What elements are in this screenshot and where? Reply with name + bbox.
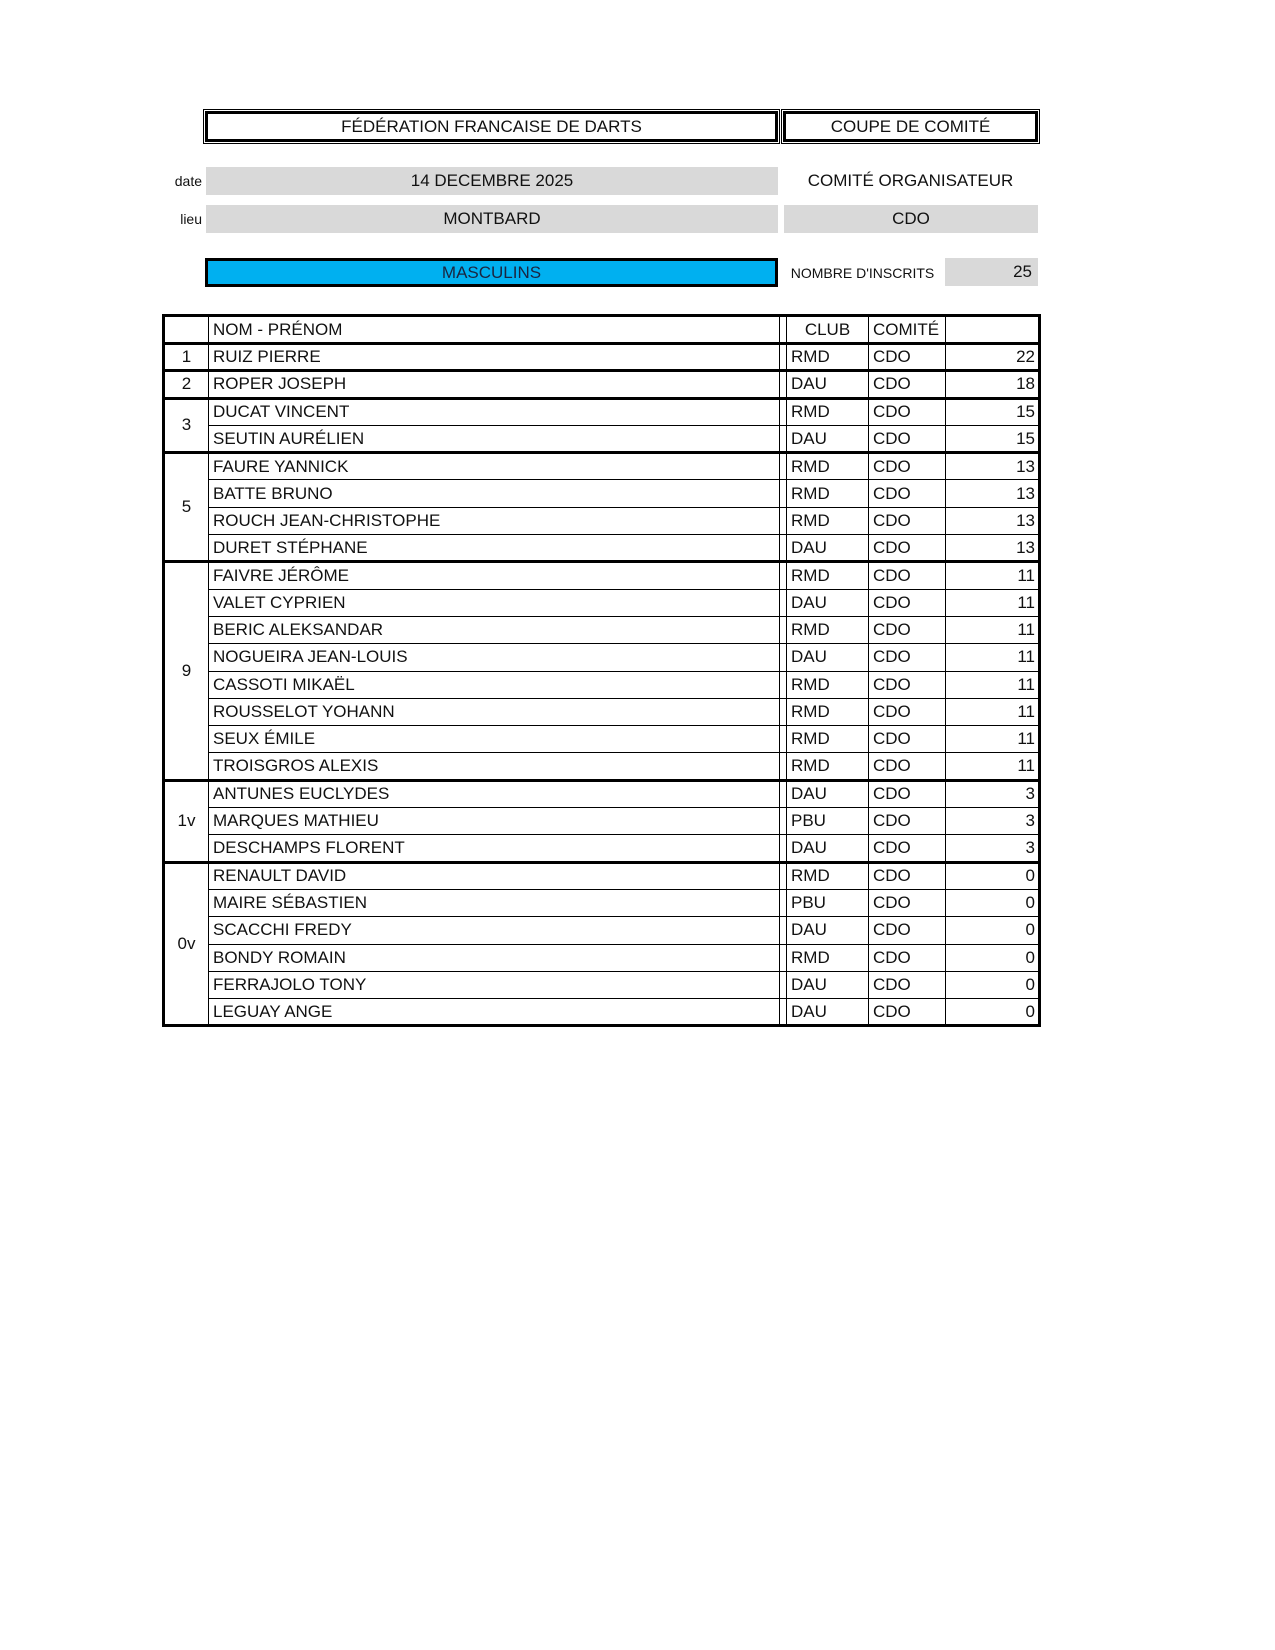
column-separator — [780, 698, 787, 725]
player-comite: CDO — [869, 616, 946, 643]
player-name: NOGUEIRA JEAN-LOUIS — [209, 644, 780, 671]
player-club: DAU — [787, 835, 869, 862]
lieu-value: MONTBARD — [206, 205, 778, 233]
player-name: DUCAT VINCENT — [209, 398, 780, 425]
player-name: SEUTIN AURÉLIEN — [209, 425, 780, 452]
rank-cell: 1 — [164, 344, 209, 371]
column-separator — [780, 917, 787, 944]
player-score: 11 — [946, 589, 1040, 616]
player-comite: CDO — [869, 753, 946, 780]
player-club: DAU — [787, 371, 869, 398]
table-row — [164, 535, 1040, 562]
player-name: FAIVRE JÉRÔME — [209, 562, 780, 589]
header-club: CLUB — [787, 316, 869, 344]
category-banner: MASCULINS — [205, 258, 778, 287]
player-comite: CDO — [869, 698, 946, 725]
player-name: BERIC ALEKSANDAR — [209, 616, 780, 643]
player-score: 11 — [946, 562, 1040, 589]
column-separator — [780, 835, 787, 862]
player-comite: CDO — [869, 644, 946, 671]
player-name: FAURE YANNICK — [209, 453, 780, 480]
player-club: RMD — [787, 698, 869, 725]
table-row — [164, 480, 1040, 507]
date-label: date — [174, 173, 202, 189]
player-score: 0 — [946, 971, 1040, 998]
player-name: DESCHAMPS FLORENT — [209, 835, 780, 862]
player-comite: CDO — [869, 862, 946, 889]
player-comite: CDO — [869, 671, 946, 698]
player-comite: CDO — [869, 535, 946, 562]
player-club: RMD — [787, 480, 869, 507]
column-separator — [780, 535, 787, 562]
player-name: ANTUNES EUCLYDES — [209, 780, 780, 807]
column-separator — [780, 726, 787, 753]
rank-cell: 5 — [164, 453, 209, 562]
player-comite: CDO — [869, 944, 946, 971]
player-comite: CDO — [869, 589, 946, 616]
player-club: DAU — [787, 535, 869, 562]
player-name: VALET CYPRIEN — [209, 589, 780, 616]
player-score: 18 — [946, 371, 1040, 398]
column-separator — [780, 371, 787, 398]
table-row — [164, 862, 1040, 889]
player-name: ROUCH JEAN-CHRISTOPHE — [209, 507, 780, 534]
player-score: 11 — [946, 616, 1040, 643]
table-row — [164, 917, 1040, 944]
player-score: 15 — [946, 398, 1040, 425]
player-score: 11 — [946, 671, 1040, 698]
column-separator — [780, 453, 787, 480]
player-comite: CDO — [869, 808, 946, 835]
column-separator — [780, 944, 787, 971]
column-separator — [780, 316, 787, 344]
player-comite: CDO — [869, 889, 946, 916]
player-name: ROPER JOSEPH — [209, 371, 780, 398]
player-comite: CDO — [869, 425, 946, 452]
header-rank — [164, 316, 209, 344]
player-club: DAU — [787, 589, 869, 616]
player-comite: CDO — [869, 480, 946, 507]
player-score: 11 — [946, 726, 1040, 753]
table-row — [164, 889, 1040, 916]
player-score: 13 — [946, 453, 1040, 480]
player-score: 15 — [946, 425, 1040, 452]
player-score: 3 — [946, 780, 1040, 807]
table-row — [164, 726, 1040, 753]
header-name: NOM - PRÉNOM — [209, 316, 780, 344]
rank-cell: 1v — [164, 780, 209, 862]
player-score: 0 — [946, 944, 1040, 971]
player-club: DAU — [787, 780, 869, 807]
player-club: RMD — [787, 398, 869, 425]
player-name: MAIRE SÉBASTIEN — [209, 889, 780, 916]
player-score: 0 — [946, 889, 1040, 916]
organizer-label: COMITÉ ORGANISATEUR — [807, 171, 1014, 190]
table-row — [164, 589, 1040, 616]
player-name: CASSOTI MIKAËL — [209, 671, 780, 698]
player-name: LEGUAY ANGE — [209, 999, 780, 1026]
player-score: 0 — [946, 862, 1040, 889]
table-row — [164, 971, 1040, 998]
player-name: SEUX ÉMILE — [209, 726, 780, 753]
table-row — [164, 371, 1040, 398]
player-club: DAU — [787, 644, 869, 671]
player-club: RMD — [787, 616, 869, 643]
player-comite: CDO — [869, 917, 946, 944]
inscrits-count: 25 — [945, 258, 1038, 286]
player-comite: CDO — [869, 344, 946, 371]
federation-title: FÉDÉRATION FRANCAISE DE DARTS — [205, 111, 778, 142]
player-score: 13 — [946, 535, 1040, 562]
player-name: DURET STÉPHANE — [209, 535, 780, 562]
player-club: PBU — [787, 889, 869, 916]
competition-title: COUPE DE COMITÉ — [783, 111, 1038, 142]
player-name: FERRAJOLO TONY — [209, 971, 780, 998]
organizer-value: CDO — [784, 205, 1038, 233]
header-comite: COMITÉ — [869, 316, 946, 344]
player-comite: CDO — [869, 726, 946, 753]
player-score: 0 — [946, 999, 1040, 1026]
table-row — [164, 753, 1040, 780]
table-row — [164, 398, 1040, 425]
player-name: SCACCHI FREDY — [209, 917, 780, 944]
column-separator — [780, 644, 787, 671]
player-club: RMD — [787, 507, 869, 534]
lieu-label: lieu — [180, 211, 202, 227]
player-club: RMD — [787, 562, 869, 589]
table-row — [164, 644, 1040, 671]
table-row — [164, 780, 1040, 807]
column-separator — [780, 671, 787, 698]
column-separator — [780, 889, 787, 916]
player-name: BONDY ROMAIN — [209, 944, 780, 971]
player-score: 11 — [946, 644, 1040, 671]
player-comite: CDO — [869, 453, 946, 480]
player-comite: CDO — [869, 507, 946, 534]
column-separator — [780, 753, 787, 780]
player-club: RMD — [787, 753, 869, 780]
player-comite: CDO — [869, 562, 946, 589]
player-score: 11 — [946, 753, 1040, 780]
player-name: RENAULT DAVID — [209, 862, 780, 889]
table-row — [164, 344, 1040, 371]
table-header-row — [164, 316, 1040, 344]
table-row — [164, 698, 1040, 725]
player-name: ROUSSELOT YOHANN — [209, 698, 780, 725]
column-separator — [780, 507, 787, 534]
column-separator — [780, 344, 787, 371]
column-separator — [780, 971, 787, 998]
table-row — [164, 999, 1040, 1026]
player-club: RMD — [787, 344, 869, 371]
player-club: DAU — [787, 971, 869, 998]
player-score: 13 — [946, 480, 1040, 507]
results-table — [162, 314, 1041, 1027]
player-score: 0 — [946, 917, 1040, 944]
table-row — [164, 671, 1040, 698]
player-club: RMD — [787, 726, 869, 753]
column-separator — [780, 398, 787, 425]
player-club: RMD — [787, 453, 869, 480]
player-club: DAU — [787, 425, 869, 452]
player-comite: CDO — [869, 371, 946, 398]
player-name: TROISGROS ALEXIS — [209, 753, 780, 780]
player-club: RMD — [787, 944, 869, 971]
player-name: RUIZ PIERRE — [209, 344, 780, 371]
player-club: RMD — [787, 862, 869, 889]
date-value: 14 DECEMBRE 2025 — [206, 167, 778, 195]
column-separator — [780, 480, 787, 507]
player-name: BATTE BRUNO — [209, 480, 780, 507]
column-separator — [780, 562, 787, 589]
column-separator — [780, 616, 787, 643]
table-row — [164, 453, 1040, 480]
player-name: MARQUES MATHIEU — [209, 808, 780, 835]
table-row — [164, 944, 1040, 971]
player-club: RMD — [787, 671, 869, 698]
player-comite: CDO — [869, 835, 946, 862]
player-club: DAU — [787, 917, 869, 944]
player-comite: CDO — [869, 971, 946, 998]
player-club: DAU — [787, 999, 869, 1026]
player-score: 11 — [946, 698, 1040, 725]
rank-cell: 2 — [164, 371, 209, 398]
table-row — [164, 425, 1040, 452]
column-separator — [780, 780, 787, 807]
table-row — [164, 835, 1040, 862]
rank-cell: 0v — [164, 862, 209, 1026]
column-separator — [780, 999, 787, 1026]
header-score — [946, 316, 1040, 344]
player-score: 3 — [946, 808, 1040, 835]
player-club: PBU — [787, 808, 869, 835]
inscrits-label: NOMBRE D'INSCRITS — [790, 264, 935, 281]
player-comite: CDO — [869, 398, 946, 425]
column-separator — [780, 862, 787, 889]
player-comite: CDO — [869, 780, 946, 807]
table-row — [164, 507, 1040, 534]
player-score: 22 — [946, 344, 1040, 371]
player-score: 3 — [946, 835, 1040, 862]
player-score: 13 — [946, 507, 1040, 534]
table-row — [164, 808, 1040, 835]
column-separator — [780, 808, 787, 835]
table-row — [164, 562, 1040, 589]
table-row — [164, 616, 1040, 643]
rank-cell: 9 — [164, 562, 209, 780]
player-comite: CDO — [869, 999, 946, 1026]
rank-cell: 3 — [164, 398, 209, 453]
column-separator — [780, 589, 787, 616]
column-separator — [780, 425, 787, 452]
